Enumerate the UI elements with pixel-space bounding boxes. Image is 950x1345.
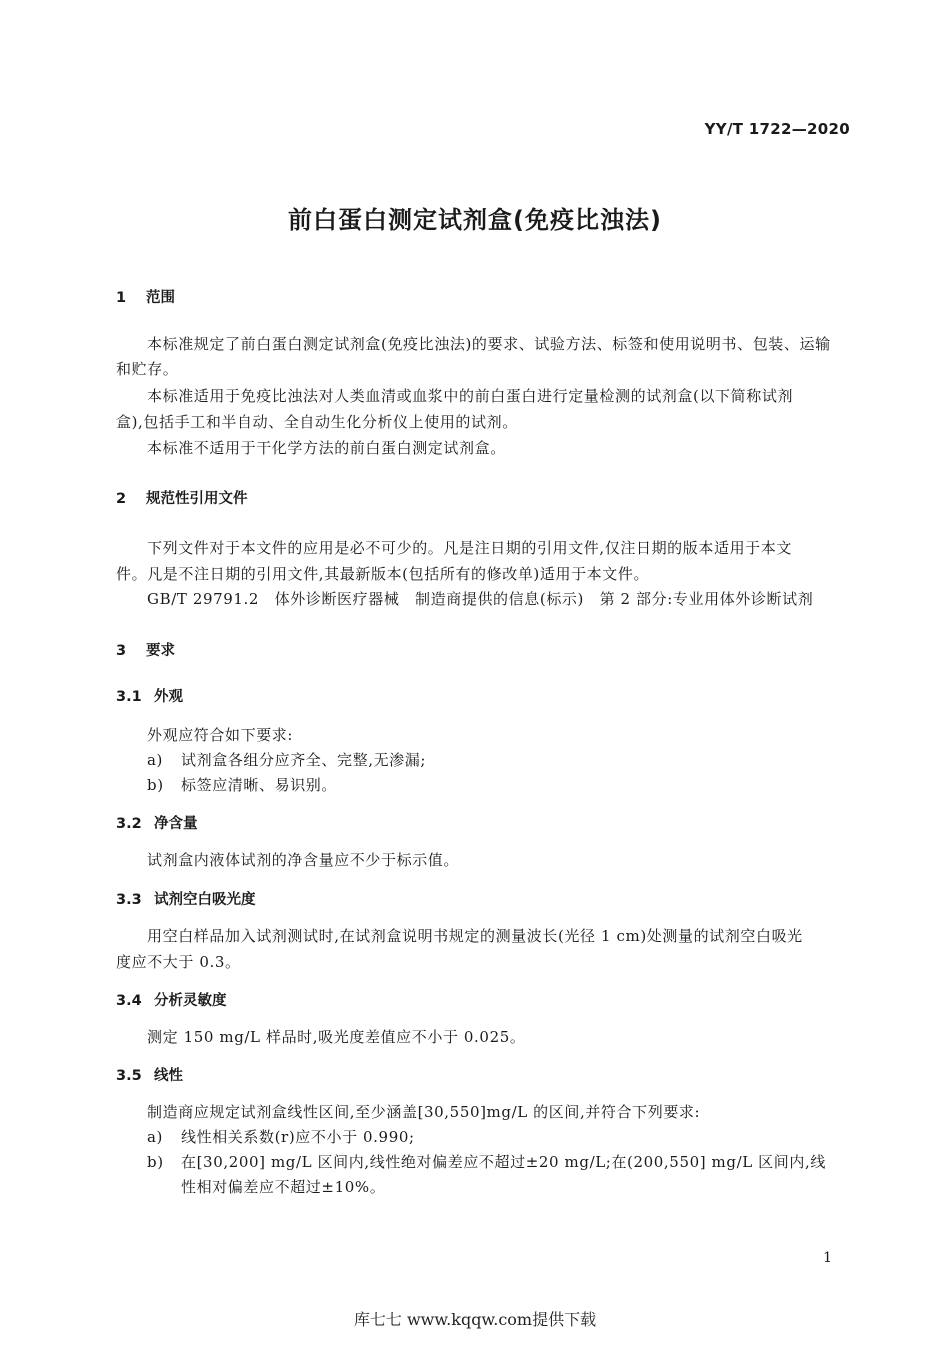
section-title: 要求 [146,643,175,659]
section-number: 3.4 [116,993,142,1009]
paragraph-line: 试剂盒内液体试剂的净含量应不少于标示值。 [147,851,460,869]
section-title: 规范性引用文件 [146,491,248,507]
list-label: b) [147,776,164,794]
subsection-3-1-heading [116,685,183,706]
list-text: 标签应清晰、易识别。 [181,776,338,794]
section-number: 3.5 [116,1068,142,1084]
paragraph-line: 和贮存。 [116,360,179,378]
section-2-heading [116,487,248,508]
section-title: 净含量 [154,816,198,832]
paragraph-line: 盒),包括手工和半自动、全自动生化分析仪上使用的试剂。 [116,413,518,431]
paragraph-line: 本标准不适用于干化学方法的前白蛋白测定试剂盒。 [147,439,506,457]
paragraph-line: 下列文件对于本文件的应用是必不可少的。凡是注日期的引用文件,仅注日期的版本适用于本文 [147,539,792,557]
list-text: 在[30,200] mg/L 区间内,线性绝对偏差应不超过±20 mg/L;在(200,550] mg/L 区间内,线 [181,1153,826,1171]
download-footer: 库七七 www.kqqw.com提供下载 [353,1310,597,1329]
subsection-3-5-heading [116,1064,183,1085]
section-number: 1 [116,290,127,306]
section-number: 3.2 [116,816,142,832]
paragraph-line: 用空白样品加入试剂测试时,在试剂盒说明书规定的测量波长(光径 1 cm)处测量的试剂空白吸光 [147,927,803,945]
page-number: 1 [823,1250,832,1266]
list-label: b) [147,1153,164,1171]
list-text: 试剂盒各组分应齐全、完整,无渗漏; [181,751,427,769]
list-item [147,749,426,770]
subsection-3-3-heading [116,888,256,909]
page-title: 前白蛋白测定试剂盒(免疫比浊法) [288,206,662,234]
section-title: 试剂空白吸光度 [154,892,256,908]
section-number: 3.3 [116,892,142,908]
paragraph-line: 外观应符合如下要求: [147,726,294,744]
paragraph-line: 制造商应规定试剂盒线性区间,至少涵盖[30,550]mg/L 的区间,并符合下列要求: [147,1103,701,1121]
section-1-heading [116,286,175,307]
normative-reference: GB/T 29791.2 体外诊断医疗器械 制造商提供的信息(标示) 第 2 部分:专业用体外诊断试剂 [147,590,814,608]
list-label: a) [147,1128,163,1146]
list-item [147,774,337,795]
standard-number: YY/T 1722—2020 [704,120,850,138]
section-number: 2 [116,491,127,507]
paragraph-line: 件。凡是不注日期的引用文件,其最新版本(包括所有的修改单)适用于本文件。 [116,565,650,583]
list-item [147,1126,415,1147]
paragraph-line: 本标准适用于免疫比浊法对人类血清或血浆中的前白蛋白进行定量检测的试剂盒(以下简称试剂 [147,387,794,405]
paragraph-line: 度应不大于 0.3。 [116,953,241,971]
list-text-continuation: 性相对偏差应不超过±10%。 [181,1178,386,1196]
list-item [147,1151,826,1172]
paragraph-line: 本标准规定了前白蛋白测定试剂盒(免疫比浊法)的要求、试验方法、标签和使用说明书、包装、运输 [147,335,831,353]
paragraph-line: 测定 150 mg/L 样品时,吸光度差值应不小于 0.025。 [147,1028,526,1046]
section-3-heading [116,639,175,660]
section-title: 外观 [154,689,183,705]
subsection-3-4-heading [116,989,227,1010]
section-title: 线性 [154,1068,183,1084]
list-label: a) [147,751,163,769]
section-number: 3 [116,643,127,659]
section-title: 范围 [146,290,175,306]
section-title: 分析灵敏度 [154,993,227,1009]
subsection-3-2-heading [116,812,198,833]
section-number: 3.1 [116,689,142,705]
list-text: 线性相关系数(r)应不小于 0.990; [181,1128,415,1146]
